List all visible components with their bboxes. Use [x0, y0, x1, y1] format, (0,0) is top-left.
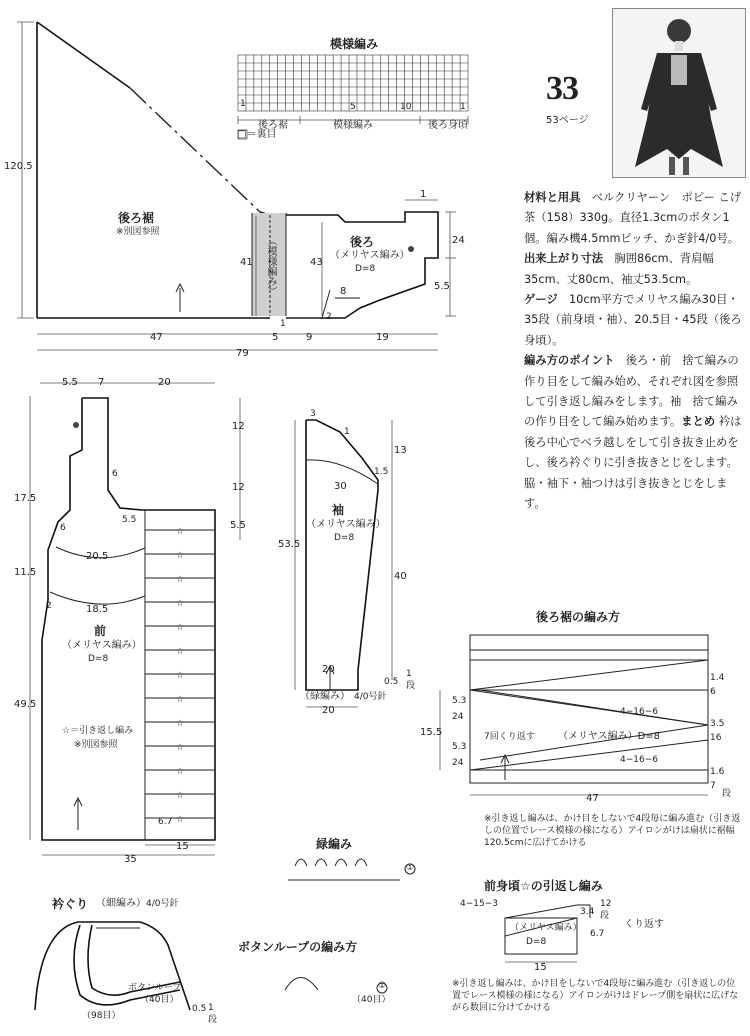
corner-6a: 6	[112, 469, 118, 479]
chart-legend-right: 後ろ身頃	[428, 120, 468, 131]
materials-title: 材料と用具	[524, 191, 581, 204]
dim-5-5: 5.5	[434, 281, 450, 292]
chart-legend-mid: 模様編み	[333, 120, 373, 131]
dim-11-5: 11.5	[14, 567, 37, 578]
chart-col-label: 5	[350, 102, 356, 112]
loop-st40: （40目）	[352, 995, 391, 1005]
dim-79: 79	[236, 348, 249, 359]
svg-text:☆: ☆	[176, 815, 185, 825]
corner-1: 1	[280, 319, 286, 329]
dim-8: 8	[340, 286, 347, 297]
svg-text:☆: ☆	[176, 551, 185, 561]
hem-6: 6	[710, 687, 716, 697]
svg-text:☆: ☆	[176, 695, 185, 705]
dim-20-inner: 20	[322, 664, 335, 675]
finishing-title: まとめ	[681, 415, 716, 429]
hem-5-3a: 5.3	[452, 696, 467, 706]
edge-mark: ①	[406, 863, 415, 873]
loop-title: ボタンループの編み方	[238, 940, 358, 954]
points-text: 後ろ・前 捨て編みの作り目をして編み始め、それぞれ図を参照して引き返し編みをします。袖 捨て編みの作り目をして編み始めます。	[524, 354, 739, 429]
button-loop-chart	[285, 978, 387, 994]
hem-24b: 24	[452, 758, 464, 768]
sleeve-rows-1: 1	[406, 669, 412, 679]
hem-dec-1: 4−16−6	[620, 707, 658, 717]
pattern-number: 33	[546, 70, 578, 107]
hem-title: 後ろ裾の編み方	[536, 610, 621, 624]
hem-5-3b: 5.3	[452, 742, 467, 752]
dim-24: 24	[452, 235, 465, 246]
dim-17-5: 17.5	[14, 493, 37, 504]
corner-2: 2	[326, 312, 332, 322]
dim-15: 15	[176, 841, 189, 852]
chart-legend-left: 後ろ裾	[258, 120, 288, 131]
back-hem-label: 後ろ裾	[118, 211, 155, 225]
svg-text:☆: ☆	[176, 743, 185, 753]
svg-text:☆: ☆	[176, 767, 185, 777]
hem-dec-2: 4−16−6	[620, 755, 658, 765]
front-short-inner: （メリヤス編み）	[510, 923, 582, 933]
hem-note: ※引き返し編みは、かけ目をしないで4段毎に編み進む（引き返しの位置でレース模様の様になる）アイロンがけは扇状に裾幅120.5cmに広げてかける	[484, 814, 741, 848]
hem-47: 47	[586, 793, 599, 804]
dress-figure-icon	[613, 9, 745, 177]
edge-stitch-chart	[288, 859, 415, 880]
hem-3-5: 3.5	[710, 719, 725, 729]
hem-dan: 段	[722, 789, 732, 799]
corner-1s: 1	[344, 427, 350, 437]
front-short-title: 前身頃☆の引返し編み	[484, 879, 603, 893]
svg-text:☆: ☆	[176, 575, 185, 585]
dim-9: 9	[306, 332, 313, 343]
front-body-piece	[42, 398, 215, 840]
corner-3: 3	[310, 409, 316, 419]
dim-47: 47	[150, 332, 163, 343]
front-d: D=8	[88, 654, 109, 664]
dim-1: 1	[420, 189, 427, 200]
back-hem-note: ※別図参照	[116, 227, 160, 237]
sleeve-label: 袖	[332, 503, 345, 517]
sleeve-sub: （メリヤス編み）	[306, 519, 386, 530]
dim-19: 19	[376, 332, 389, 343]
loop-mark: ①	[378, 981, 387, 991]
size-text: 胸囲86cm、背肩幅35cm、丈80cm、袖丈53.5cm。	[524, 252, 714, 286]
dim-41: 41	[240, 257, 253, 268]
corner-1-5: 1.5	[374, 467, 389, 477]
front-short-dan: 段	[600, 911, 610, 921]
dim-front-7: 7	[98, 377, 105, 388]
edge-title: 緑編み	[316, 837, 353, 851]
gauge-text: 10cm平方でメリヤス編み30目・35段（前身頃・袖）、20.5目・45段（後ろ身頃）。	[524, 293, 742, 347]
hem-16: 16	[710, 733, 722, 743]
svg-text:☆: ☆	[176, 671, 185, 681]
chart-row-label: 1	[240, 99, 246, 109]
front-short-6-7: 6.7	[590, 929, 605, 939]
dim-20-5: 20.5	[86, 551, 109, 562]
front-label: 前	[94, 624, 107, 638]
hem-center: （メリヤス編み）D=8	[558, 731, 661, 742]
dim-35: 35	[124, 854, 137, 865]
collar-st98: （98目）	[82, 1011, 121, 1021]
chart-col-label: 1	[460, 102, 466, 112]
front-short-note: ※引き返し編みは、かけ目をしないで4段毎に編み進む（引き返しの位置でレース模様の様になる）アイロンがけはドレープ側を扇状に広げながら数回に分けてかける	[452, 979, 739, 1013]
sleeve-edge: （緑編み）	[300, 691, 350, 702]
dim-front-5-5b: 5.5	[230, 520, 246, 531]
finishing-text: 衿は後ろ中心でベラ越しをして引き抜き止めをし、後ろ衿ぐりに引き抜きとじをします。脇・袖下・袖つけは引き抜きとじをします。	[524, 415, 742, 511]
front-note-2: ※別図参照	[74, 740, 118, 750]
dim-120-5: 120.5	[4, 161, 33, 172]
back-label: 後ろ	[350, 235, 375, 249]
hem-turn: 7回くり返す	[484, 732, 535, 742]
dim-18-5: 18.5	[86, 604, 109, 615]
svg-text:☆: ☆	[176, 791, 185, 801]
materials-text: ベルクリヤーン ポピー こげ茶（158）330g。直径1.3cmのボタン1個。編み機4.5mmピッチ、かぎ針4/0号。	[524, 191, 742, 245]
svg-text:☆: ☆	[176, 527, 185, 537]
model-photo	[612, 8, 746, 178]
chart-col-label: 10	[400, 102, 412, 112]
sleeve-rows-0-5: 0.5	[384, 677, 399, 687]
corner-6b: 6	[60, 523, 66, 533]
band-label: （模様編み）	[265, 236, 276, 296]
dim-43: 43	[310, 257, 323, 268]
collar-st40: （40目）	[140, 995, 179, 1005]
back-d: D=8	[355, 264, 376, 274]
points-title: 編み方のポイント	[524, 354, 615, 368]
front-short-d: D=8	[526, 937, 547, 947]
gauge-title: ゲージ	[524, 293, 558, 307]
dim-49-5: 49.5	[14, 699, 37, 710]
back-sub: （メリヤス編み）	[330, 250, 410, 261]
hem-24a: 24	[452, 712, 464, 722]
svg-text:☆: ☆	[176, 623, 185, 633]
dim-front-20: 20	[158, 377, 171, 388]
back-hem-piece	[37, 22, 270, 318]
front-short-12: 12	[600, 899, 612, 909]
dim-20-outer: 20	[322, 705, 335, 716]
size-title: 出来上がり寸法	[524, 252, 604, 266]
dim-front-12b: 12	[232, 482, 245, 493]
hem-1-6: 1.6	[710, 767, 725, 777]
dim-40: 40	[394, 571, 407, 582]
front-note-1: ☆＝引き返し編み	[62, 726, 134, 736]
sleeve-hook: 4/0号針	[354, 692, 387, 702]
corner-5-5: 5.5	[122, 515, 137, 525]
front-sub: （メリヤス編み）	[62, 640, 142, 651]
dim-13: 13	[394, 445, 407, 456]
chart-legend-key: □＝裏目	[237, 129, 277, 140]
page-ref: 53ページ	[546, 115, 589, 126]
front-short-3-4: 3.4	[580, 907, 595, 917]
svg-text:☆: ☆	[176, 599, 185, 609]
dim-53-5: 53.5	[278, 539, 301, 550]
sleeve-d: D=8	[334, 533, 355, 543]
front-short-repeat: くり返す	[624, 919, 664, 930]
collar-title: 衿ぐり	[52, 897, 89, 911]
sleeve-piece	[306, 420, 378, 690]
hem-1-4: 1.4	[710, 673, 725, 683]
hem-chart	[470, 635, 708, 783]
collar-loop: ボタンループ	[128, 983, 182, 993]
dim-5: 5	[272, 332, 279, 343]
collar-hook: 4/0号針	[146, 899, 179, 909]
collar-rows-1: 1	[208, 1003, 214, 1013]
sleeve-rows-unit: 段	[406, 681, 416, 691]
hem-15-5: 15.5	[420, 727, 443, 738]
dim-front-5-5: 5.5	[62, 377, 78, 388]
chart-title: 模様編み	[330, 37, 379, 51]
svg-text:☆: ☆	[176, 719, 185, 729]
dim-6-7: 6.7	[158, 817, 173, 827]
instructions-text	[524, 188, 744, 515]
dim-front-12a: 12	[232, 421, 245, 432]
collar-rows-0-5: 0.5	[192, 1004, 207, 1014]
corner-2f: 2	[46, 601, 52, 611]
dim-30: 30	[334, 481, 347, 492]
front-short-15: 15	[534, 962, 547, 973]
front-short-code: 4−15−3	[460, 899, 498, 909]
collar-rows-unit: 段	[208, 1015, 218, 1025]
hem-7: 7	[710, 781, 716, 791]
collar-sub: （細編み）	[96, 898, 146, 909]
svg-text:☆: ☆	[176, 647, 185, 657]
